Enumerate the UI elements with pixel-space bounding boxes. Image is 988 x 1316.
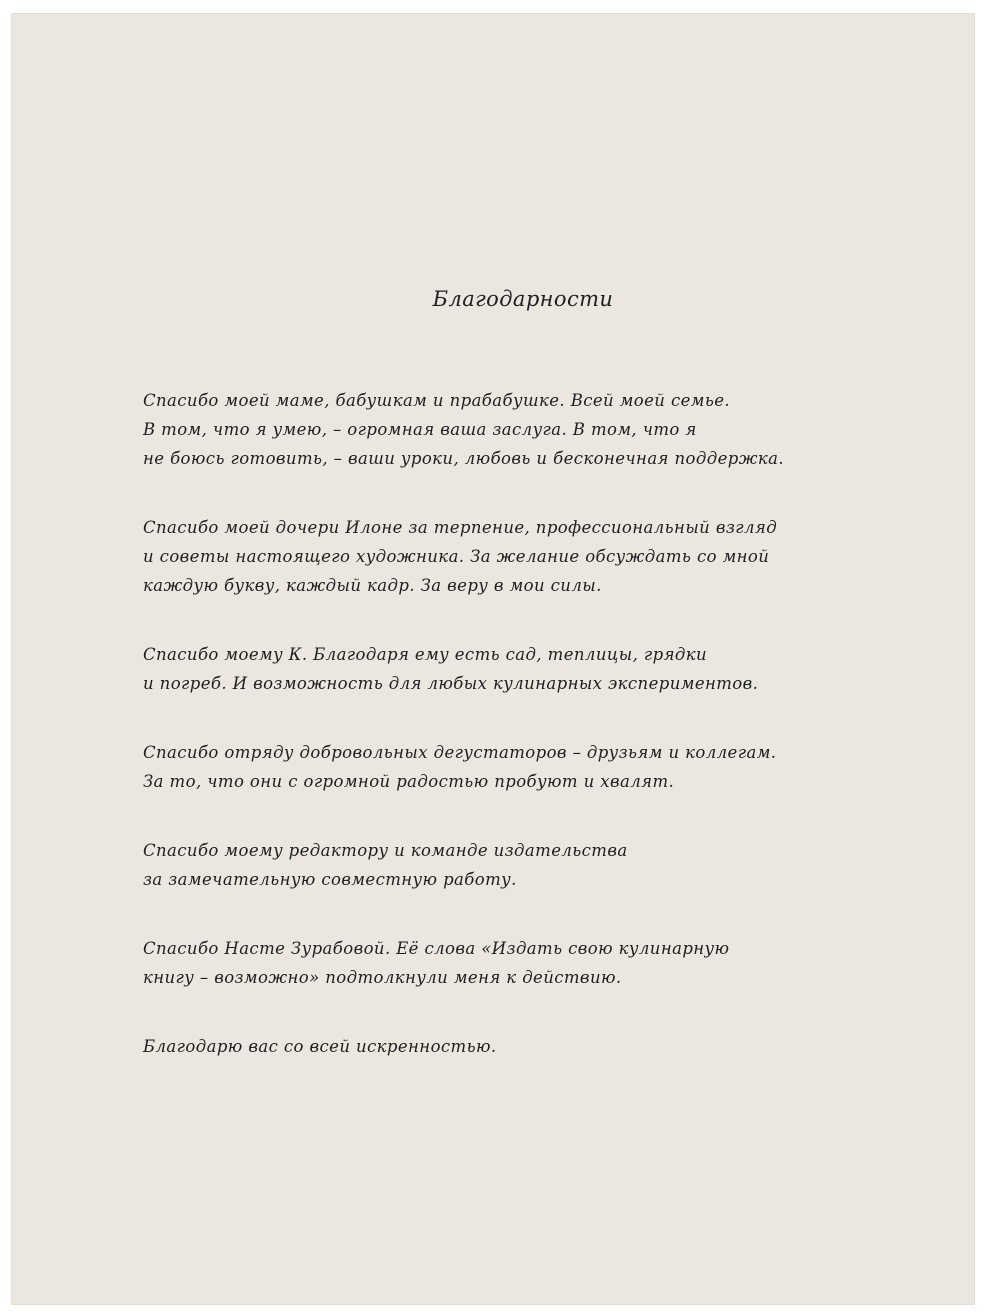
text-line: Спасибо моему К. Благодаря ему есть сад, теплицы, грядки xyxy=(143,645,708,664)
text-line: Спасибо Насте Зурабовой. Её слова «Издать свою кулинарную xyxy=(143,939,730,958)
text-line: и советы настоящего художника. За желание обсуждать со мной xyxy=(143,547,770,566)
paragraph-daughter xyxy=(143,513,863,600)
text-line: Благодарю вас со всей искренностью. xyxy=(143,1037,497,1056)
book-page xyxy=(12,14,974,1304)
page-title: Благодарности xyxy=(432,287,614,311)
text-line: каждую букву, каждый кадр. За веру в мои силы. xyxy=(143,576,602,595)
text-line: не боюсь готовить, – ваши уроки, любовь и бесконечная поддержка. xyxy=(143,449,785,468)
text-line: Спасибо моей дочери Илоне за терпение, профессиональный взгляд xyxy=(143,518,778,537)
paragraph-closing xyxy=(143,1032,863,1061)
text-line: и погреб. И возможность для любых кулинарных экспериментов. xyxy=(143,674,759,693)
text-line: Спасибо моему редактору и команде издательства xyxy=(143,841,628,860)
text-line: В том, что я умею, – огромная ваша заслуга. В том, что я xyxy=(143,420,697,439)
text-line: Спасибо моей маме, бабушкам и прабабушке. Всей моей семье. xyxy=(143,391,731,410)
paragraph-nastya xyxy=(143,934,863,992)
text-line: за замечательную совместную работу. xyxy=(143,870,517,889)
paragraph-tasters xyxy=(143,738,863,796)
paragraph-k xyxy=(143,640,863,698)
acknowledgements-text xyxy=(143,284,863,1101)
text-line: книгу – возможно» подтолкнули меня к действию. xyxy=(143,968,622,987)
text-line: Спасибо отряду добровольных дегустаторов – друзьям и коллегам. xyxy=(143,743,777,762)
paragraph-editor xyxy=(143,836,863,894)
paragraph-family xyxy=(143,386,863,473)
text-line: За то, что они с огромной радостью пробуют и хвалят. xyxy=(143,772,675,791)
